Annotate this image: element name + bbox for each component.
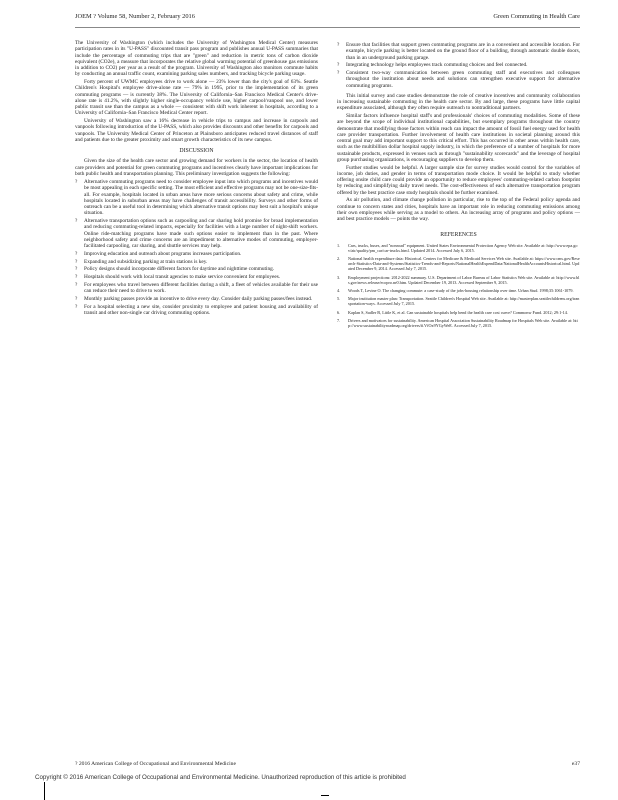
bullet-glyph: ? <box>75 250 78 257</box>
list-item: ? Policy designs should incorporate different factors for daytime and nighttime commuting. <box>75 266 275 273</box>
left-column <box>75 40 318 758</box>
list-item: ? Expanding and subsidizing parking at train stations is key. <box>75 258 208 265</box>
references-list <box>337 243 580 329</box>
reference-item: 2. National health expenditure data: Historical. Centers for Medicare & Medicaid Services Web site. Available at: https://www.cms.gov/Research-Statistics-Data-and-Systems/Statistics-Trends-and-Reports/NationalHealthExpendData/NationalHealthAccountsHistorical.html. Updated December 9, 2014. Accessed July 7, 2015. <box>337 255 580 272</box>
list-item: ? Improving education and outreach about programs increases participation. <box>75 250 242 257</box>
reference-item: 3. Employment projections: 2012-2022 summary. U.S. Department of Labor Bureau of Labor Statistics Web site. Available at: http://www.bls.gov/news.release/ecopro.nr0.htm. Updated December 19, 2013. Accessed September 9, 2015. <box>337 274 580 285</box>
body-paragraph: The University of Washington (which includes the University of Washington Medical Center) measures participation rates in its "U-PASS" discounted transit pass program and publishes annual U-PASS summaries that include the percentage of commuting trips that are "green" and reduction in metric tons of carbon dioxide equivalent (CO2e), a measure that incorporates the relative global warming potential of greenhouse gas emissions in addition to CO2) per year as a result of the program. University of Washington also monitors commute habits by conducting an annual traffic count, examining parking sales numbers, and tracking bicycle parking usage. <box>75 40 318 78</box>
bullet-glyph: ? <box>75 303 78 310</box>
bullet-glyph: ? <box>75 266 78 273</box>
list-item: ? Alternative commuting programs need to consider employee input into which programs and incentives would be most appealing in each specific setting. The most efficient and effective programs may not be one-size-fits-all. For example, hospitals located in urban areas have more serious concerns about safety and crime, while hospitals located in suburban areas may have challenges of transit accessibility. Surveys and other forms of outreach can be a useful tool in determining which alternative transit options may best suit a hospital's unique situation. <box>75 179 318 217</box>
list-item: ? For employees who travel between different facilities during a shift, a fleet of vehicles available for their use can reduce their need to drive to work. <box>75 281 318 294</box>
reference-item: 5. Major institution master plan: Transportation. Seattle Children's Hospital Web site. Available at: http://masterplan.seattlechildrens.org/transportation-ways. Accessed July 7, 2015. <box>337 296 580 307</box>
margin-bar <box>44 782 45 800</box>
header-rule <box>75 27 580 28</box>
bullet-glyph: ? <box>337 42 340 48</box>
recommendation-list <box>75 179 318 316</box>
copyright-notice: Copyright © 2016 American College of Occupational and Environmental Medicine. Unauthorized reproduction of this article is prohibited <box>35 774 406 781</box>
bullet-glyph: ? <box>75 258 78 265</box>
right-column <box>337 40 580 758</box>
body-paragraph: This initial survey and case studies demonstrate the role of creative incentives and community collaboration in increasing sustainable commuting in the health care sector. By and large, these programs have little capital expenditure associated, although they often require outreach to nontraditional partners. <box>337 92 580 112</box>
list-item: ? Hospitals should work with local transit agencies to make service convenient for employees. <box>75 274 281 280</box>
discussion-intro: Given the size of the health care sector and growing demand for workers in the sector, the location of health care providers and potential for green commuting programs and incentives clearly have important implications for both public health and transportation planning. This preliminary investigation suggests the following: <box>75 158 318 177</box>
body-paragraph: As air pollution, and climate change pollution in particular, rise to the top of the Federal policy agenda and continue to concern states and cities, hospitals have an important role in reducing commuting emissions among their own employees while serving as a model to others. An increasing array of programs and policy options — and best practice models — points the way. <box>337 197 580 222</box>
list-item: ? Ensure that facilities that support green commuting programs are in a convenient and accessible location. For example, bicycle parking is better located on the ground floor of a building, through automatic double doors, than in an underground parking garage. <box>337 42 580 61</box>
list-item: ? For a hospital selecting a new site, consider proximity to employee and patient housing and availability of transit and other non-single car driving commuting options. <box>75 303 318 316</box>
bullet-glyph: ? <box>75 179 78 185</box>
references-heading: REFERENCES <box>440 232 477 239</box>
reference-item: 6. Kaplan S, Sadler B, Little K, et al. Can sustainable hospitals help bend the health care cost curve? Commonw Fund. 2012; 29:1-14. <box>337 309 568 315</box>
discussion-heading: DISCUSSION <box>179 148 214 154</box>
body-paragraph: Forty percent of UWMC employees drive to work alone — 23% lower than the city's goal of 63%. Seattle Children's Hospital's employee drive-alone rate — 79% in 1995, prior to the implementation of its green commuting programs — is currently 38%. The University of California–San Francisco Medical Center's drive-alone rate is 41.2%, with slightly higher single-occupancy vehicle use, higher carpool/vanpool use, and lower public transit use than the campus as a whole — consistent with shift work inherent in hospitals, according to a University of California–San Francisco Medical Center report. <box>75 79 318 117</box>
reference-item: 4. Woods T, Levine O. The changing commute: a case-study of the jobs-housing relationship over time. Urban Stud. 1998;35:1061-1079. <box>337 287 574 293</box>
bullet-glyph: ? <box>75 281 78 288</box>
reference-item: 7. Drivers and motivators for sustainability. American Hospital Association Sustainability Roadmap for Hospitals Web site. Available at: http://www.sustainabilityroadmap.org/drivers/#.VfOx9YGyWeE. Accessed July 7, 2015. <box>337 317 578 328</box>
reference-item: 1. Cars, trucks, buses, and "nonroad" equipment. United States Environmental Protection Agency Web site. Available at: http://www.epa.gov/air/quality/pm_car/car-trucks.html. Updated 2014. Accessed July 6, 2015. <box>337 242 578 253</box>
body-paragraph: Further studies would be helpful. A larger sample size for survey studies would control for the variables of income, job duties, and gender in terms of transportation mode choice. It would be helpful to study whether offering onsite child care could provide an opportunity to reduce employees' commuting-related carbon footprint by reducing and simplifying daily travel needs. The cost-effectiveness of each alternative transportation program offered by the best practice case study hospitals should be further examined. <box>337 164 580 196</box>
recommendation-list-continued <box>337 42 580 89</box>
page-number: e37 <box>571 761 580 767</box>
header-journal-info: JOEM ? Volume 58, Number 2, February 2016 <box>75 13 195 20</box>
page-footer <box>75 761 580 767</box>
bullet-glyph: ? <box>75 274 78 280</box>
bottom-dash <box>321 795 329 796</box>
bullet-glyph: ? <box>337 70 340 76</box>
list-item: ? Integrating technology helps employees track commuting choices and feel connected. <box>337 62 528 69</box>
bullet-glyph: ? <box>75 295 78 302</box>
header-article-title: Green Commuting in Health Care <box>493 13 580 20</box>
footer-copyright-holder: ? 2016 American College of Occupational and Environmental Medicine <box>75 761 236 767</box>
list-item: ? Consistent two-way communication between green commuting staff and executives and colleagues throughout the institution about needs and solutions can strengthen executive support for alternative commuting programs. <box>337 70 580 89</box>
list-item: ? Monthly parking passes provide an incentive to drive every day. Consider daily parking passes/fees instead. <box>75 295 313 302</box>
bullet-glyph: ? <box>337 62 340 69</box>
running-header <box>75 13 580 20</box>
body-paragraph: University of Washington saw a 16% decrease in vehicle trips to campus and increase in carpools and vanpools following introduction of the U-PASS, which also provides discounts and other benefits for carpools and vanpools. The University Medical Center of Princeton at Plainsboro anticipates reduced travel distances of staff and patients due to the greater proximity and smart growth characteristics of its new campus. <box>75 118 318 143</box>
list-item: ? Alternative transportation options such as carpooling and car sharing hold promise for broad implementation and reducing commuting-related impacts, especially for facilities with a large number of night-shift workers. Online ride-matching programs have made such options easier to implement than in the past. Where neighborhood safety and crime concerns are an impediment to alternative modes of commuting, employer-facilitated carpooling, car sharing, and shuttle services may help. <box>75 218 318 249</box>
body-paragraph: Similar factors influence hospital staff's and professionals' choices of commuting modalities. Some of these are beyond the scope of individual institutional capabilities, but exemplary programs throughout the country demonstrate that modifying those factors within reach can impact the amount of fossil fuel energy used for health care provider transportation. Further involvement of health care institutions in societal planning around this central goal may add important support to this critical effort. This has occurred in other areas within health care, such as the multibillion dollar hospital supply industry, in which the preference of a number of hospitals for more sustainable products, expressed in venues such as through "sustainability scorecards" and the leverage of hospital group purchasing organizations, is encouraging suppliers to develop them. <box>337 113 580 163</box>
bullet-glyph: ? <box>75 218 78 224</box>
